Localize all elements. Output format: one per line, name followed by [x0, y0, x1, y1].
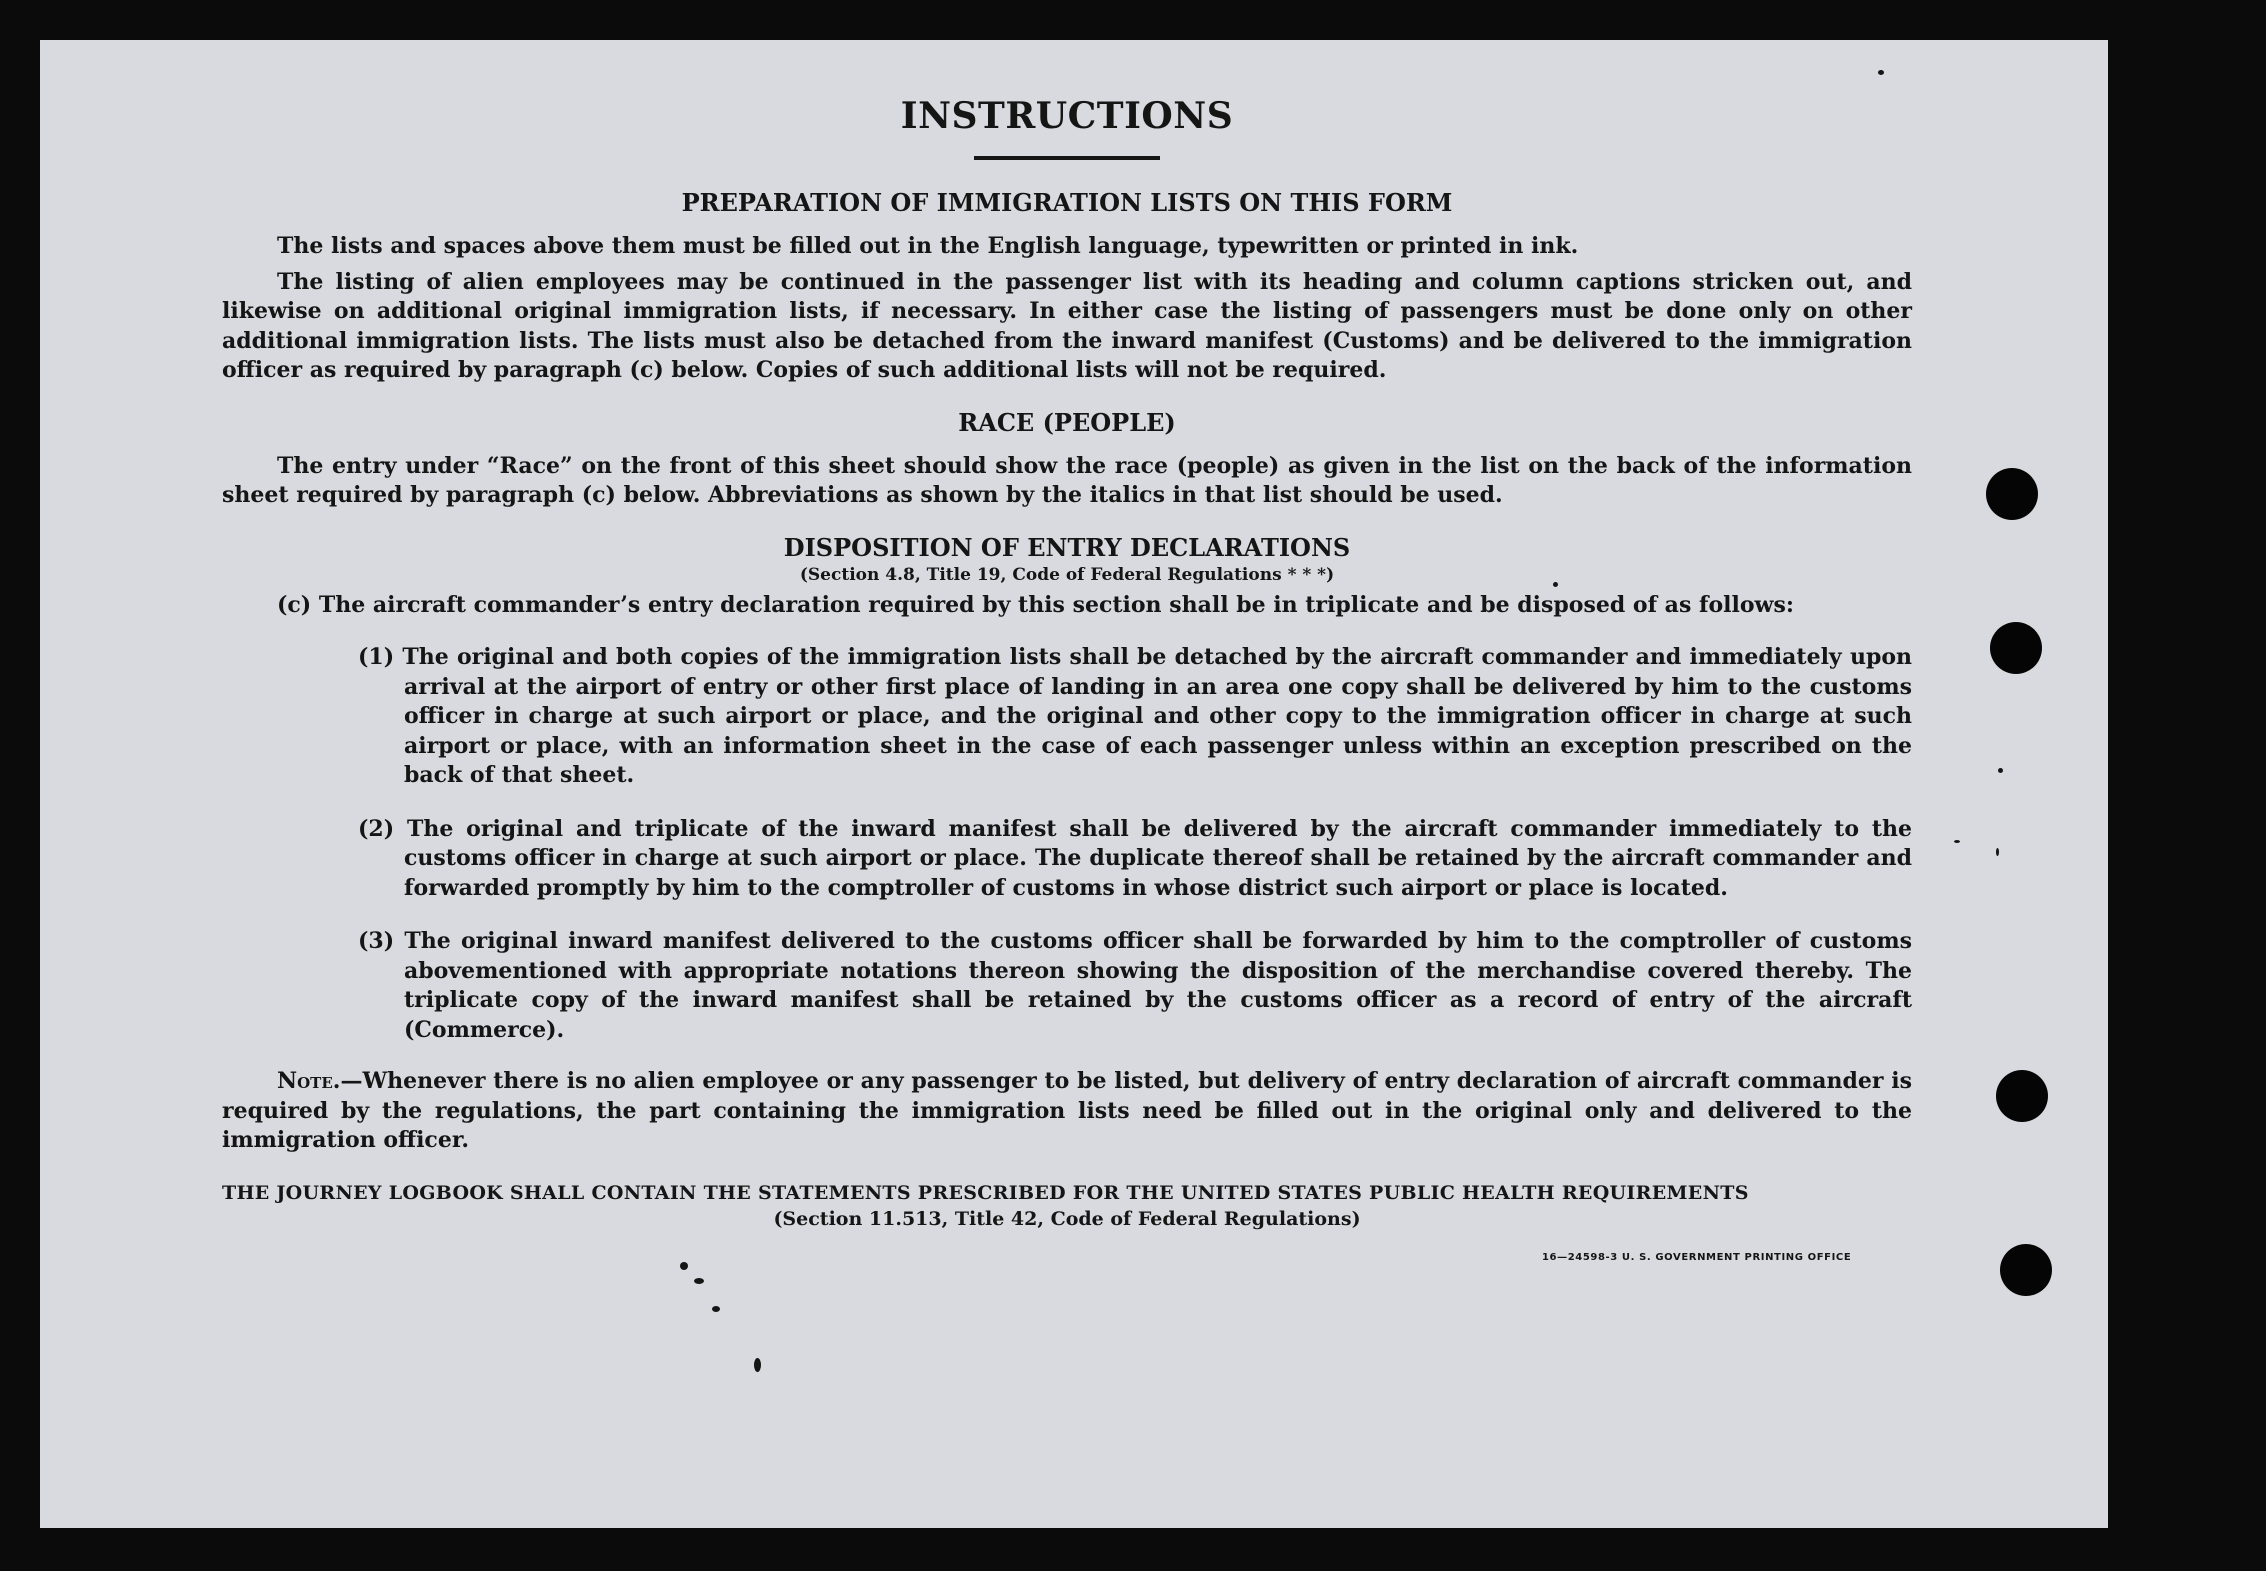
punch-hole-1	[1986, 468, 2038, 520]
instructions-content	[222, 90, 1912, 1232]
scan-speck	[680, 1262, 688, 1270]
race-heading: RACE (PEOPLE)	[958, 407, 1176, 437]
preparation-paragraph-1: The lists and spaces above them must be filled out in the English language, typewritten or printed in ink.	[277, 233, 1579, 259]
disposition-citation: (Section 4.8, Title 19, Code of Federal Regulations * * *)	[799, 564, 1335, 585]
note-text: —Whenever there is no alien employee or any passenger to be listed, but delivery of entry declaration of aircraft commander is required by the regulations, the part containing the immigration lists need be filled out in the original only and delivered to the immigration officer.	[222, 1068, 1912, 1153]
punch-hole-2	[1990, 622, 2042, 674]
scan-speck	[1954, 840, 1960, 843]
printing-office-code: 16—24598-3 U. S. GOVERNMENT PRINTING OFFICE	[1542, 1252, 1852, 1263]
scan-speck	[754, 1358, 761, 1372]
preparation-heading: PREPARATION OF IMMIGRATION LISTS ON THIS FORM	[681, 188, 1453, 217]
disposition-item-2: (2) The original and triplicate of the inward manifest shall be delivered by the aircraft commander immediately to the customs officer in charge at such airport or place. The duplicate thereof shall be retained by the aircraft commander and forwarded promptly by him to the comptroller of customs in whose district such airport or place is located.	[358, 815, 1912, 901]
document-sheet	[40, 40, 2108, 1528]
scan-speck	[694, 1278, 704, 1284]
journey-logbook-statement: THE JOURNEY LOGBOOK SHALL CONTAIN THE STATEMENTS PRESCRIBED FOR THE UNITED STATES PUBLIC HEALTH REQUIREMENTS	[222, 1181, 1749, 1204]
scan-speck	[1996, 848, 1999, 856]
disposition-item-3: (3) The original inward manifest delivered to the customs officer shall be forwarded by him to the comptroller of customs abovementioned with appropriate notations thereon showing the disposition of the merchandise covered thereby. The triplicate copy of the inward manifest shall be retained by the customs officer as a record of entry of the aircraft (Commerce).	[358, 928, 1912, 1043]
preparation-paragraph-2: The listing of alien employees may be continued in the passenger list with its heading and column captions stricken out, and likewise on additional original immigration lists, if necessary. In either case the listing of passengers must be done only on other additional immigration lists. The lists must also be detached from the inward manifest (Customs) and be delivered to the immigration officer as required by paragraph (c) below. Copies of such additional lists will not be required.	[222, 268, 1912, 383]
scan-speck	[1878, 70, 1884, 75]
page-title: INSTRUCTIONS	[900, 95, 1234, 137]
punch-hole-4	[2000, 1244, 2052, 1296]
note-label: Note.	[277, 1068, 341, 1094]
disposition-item-1: (1) The original and both copies of the immigration lists shall be detached by the aircraft commander and immediately upon arrival at the airport of entry or other first place of landing in an area one copy shall be delivered by him to the customs officer in charge at such airport or place, and the original and other copy to the immigration officer in charge at such airport or place, with an information sheet in the case of each passenger unless within an exception prescribed on the back of that sheet.	[358, 644, 1912, 788]
disposition-heading: DISPOSITION OF ENTRY DECLARATIONS	[783, 532, 1351, 562]
title-divider	[974, 156, 1160, 160]
journey-logbook-citation: (Section 11.513, Title 42, Code of Federal Regulations)	[773, 1207, 1361, 1230]
punch-hole-3	[1996, 1070, 2048, 1122]
disposition-intro: (c) The aircraft commander’s entry declaration required by this section shall be in triplicate and be disposed of as follows:	[277, 591, 1794, 618]
scan-speck	[1998, 768, 2003, 773]
scan-speck	[712, 1306, 720, 1312]
scan-speck	[1553, 582, 1558, 587]
note-paragraph	[222, 1067, 1912, 1156]
race-paragraph: The entry under “Race” on the front of this sheet should show the race (people) as given in the list on the back of the information sheet required by paragraph (c) below. Abbreviations as shown by the italics in that list should be used.	[222, 452, 1912, 508]
